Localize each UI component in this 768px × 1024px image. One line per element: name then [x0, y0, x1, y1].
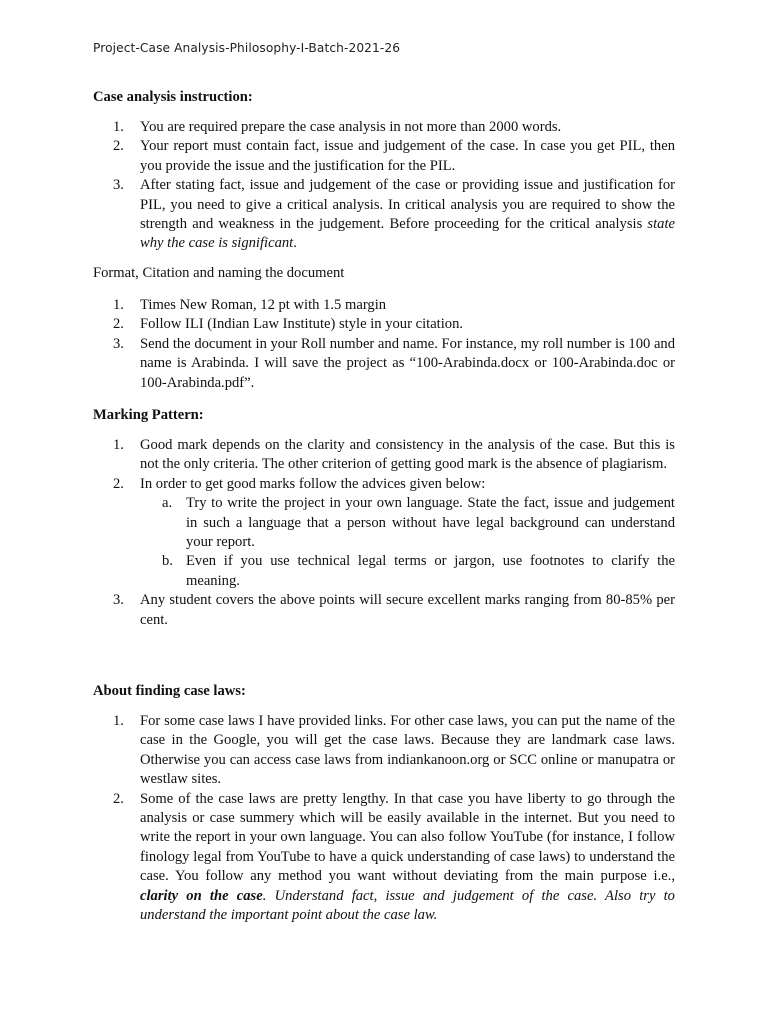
- list-item: 2. Follow ILI (Indian Law Institute) style in your citation.: [113, 316, 464, 333]
- case-analysis-list: [93, 118, 675, 254]
- finding-case-laws-list: [93, 712, 675, 925]
- list-item: 2. Your report must contain fact, issue and judgement of the case. In case you get PIL, then you provide the issue and the justification for the PIL.: [113, 138, 675, 174]
- marking-pattern-list: [93, 436, 675, 630]
- sub-list-item: a. Try to write the project in your own language. State the fact, issue and judgement in such a language that a person without have legal background can understand your report.: [162, 495, 675, 551]
- list-item: 2. Some of the case laws are pretty lengthy. In that case you have liberty to go through the analysis or case summery which will be easily available in the internet. But you need to write the report in your own language. You can also follow YouTube (for instance, I follow finology legal from YouTube to have a quick understanding of case laws) to understand the case. You follow any method you want without deviating from the main purpose i.e., clarity on the case. Understand fact, issue and judgement of the case. Also try to understand the important point about the case law.: [113, 790, 675, 924]
- list-item: 3. After stating fact, issue and judgement of the case or providing issue and justification for PIL, you need to give a critical analysis. In critical analysis you are required to show the strength and weakness in the judgement. Before proceeding for the critical analysis state why the case is significant.: [113, 177, 675, 252]
- marking-pattern-heading: Marking Pattern:: [93, 407, 204, 423]
- list-item: 3. Any student covers the above points will secure excellent marks ranging from 80-85% per cent.: [113, 592, 675, 628]
- finding-case-laws-heading: About finding case laws:: [93, 683, 246, 699]
- list-item: 3. Send the document in your Roll number and name. For instance, my roll number is 100 and name is Arabinda. I will save the project as “100-Arabinda.docx or 100-Arabinda.doc or 100-Arabinda.pdf”.: [113, 335, 676, 391]
- advice-sublist: [140, 494, 675, 591]
- format-list: [93, 296, 675, 393]
- sub-list-item: b. Even if you use technical legal terms or jargon, use footnotes to clarify the meaning.: [162, 553, 675, 589]
- case-analysis-heading: Case analysis instruction:: [93, 89, 253, 105]
- list-item: 1. You are required prepare the case analysis in not more than 2000 words.: [113, 119, 562, 135]
- list-item: 1. Good mark depends on the clarity and consistency in the analysis of the case. But this is not the only criteria. The other criterion of getting good mark is the absence of plagiarism.: [113, 437, 675, 473]
- list-item: 1. For some case laws I have provided links. For other case laws, you can put the name of the case in the Google, you will get the case laws. Because they are landmark case laws. Otherwise you can access case laws from indiankanoon.org or SCC online or manupatra or westlaw sites.: [113, 713, 675, 788]
- list-item: 2. In order to get good marks follow the advices given below: a. Try to write the project in your own language. State the fact, issue and judgement in such a language that a person without have legal background can understand your report. b. Even if you use technical legal terms or jargon, use footnotes to clarify the meaning.: [93, 475, 675, 591]
- format-heading: Format, Citation and naming the document: [93, 265, 345, 281]
- document-header: Project-Case Analysis-Philosophy-I-Batch-2021-26: [93, 41, 401, 55]
- list-item: 1. Times New Roman, 12 pt with 1.5 margin: [113, 297, 387, 313]
